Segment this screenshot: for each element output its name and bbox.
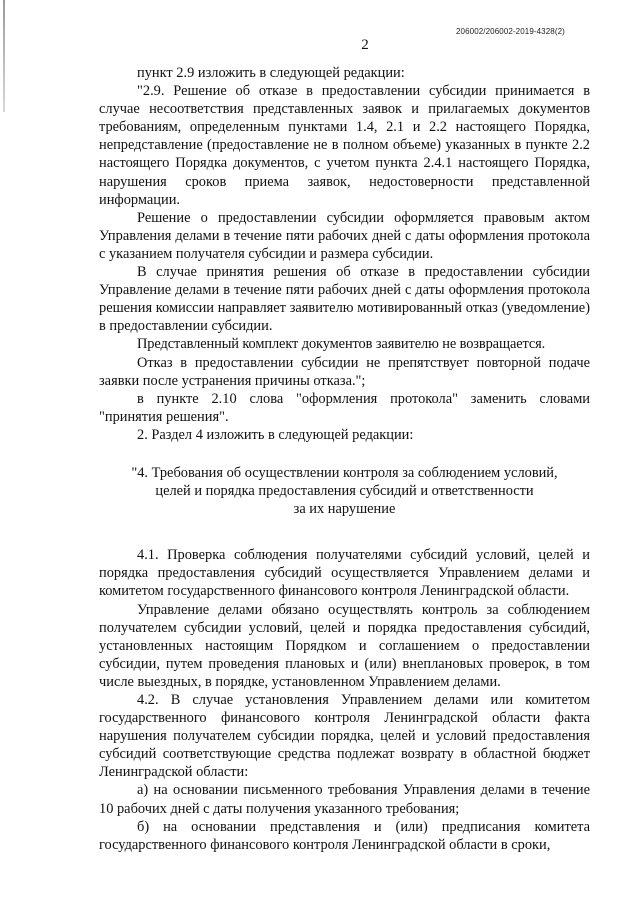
document-body: [99, 64, 590, 854]
paragraph: 4.1. Проверка соблюдения получателями субсидий условий, целей и порядка предоставления субсидий осуществляется Управлением делами и комитетом государственного финансового контроля Ленинградской области.: [99, 547, 590, 600]
document-id: 206002/206002-2019-4328(2): [456, 27, 565, 36]
page-number: 2: [361, 37, 369, 53]
heading-line: целей и порядка предоставления субсидий и ответственности: [155, 483, 534, 500]
heading-line: за их нарушение: [293, 501, 396, 518]
paragraph: Представленный комплект документов заявителю не возвращается.: [137, 336, 546, 353]
paragraph: в пункте 2.10 слова "оформления протокола" заменить словами "принятия решения".: [99, 390, 590, 425]
section-heading: [99, 464, 590, 518]
paragraph: "2.9. Решение об отказе в предоставлении субсидии принимается в случае несоответствия представленных заявок и прилагаемых документов требованиям, определенным пунктами 1.4, 2.1 и 2.2 настоящего Порядка, непредставление (предоставление не в полном объеме) указанных в пункте 2.2 настоящего Порядка документов, с учетом пункта 2.4.1 настоящего Порядка, нарушения сроков приема заявок, недостоверности представленной информации.: [99, 83, 590, 208]
paragraph: пункт 2.9 изложить в следующей редакции:: [137, 65, 405, 81]
paragraph: а) на основании письменного требования Управления делами в течение 10 рабочих дней с даты получения указанного требования;: [99, 782, 590, 817]
paragraph: Решение о предоставлении субсидии оформляется правовым актом Управления делами в течение пяти рабочих дней с даты оформления протокола с указанием получателя субсидии и размера субсидии.: [99, 209, 590, 262]
paragraph: Отказ в предоставлении субсидии не препятствует повторной подаче заявки после устранения причины отказа.";: [99, 354, 590, 389]
paragraph: 4.2. В случае установления Управлением делами или комитетом государственного финансового контроля Ленинградской области факта нарушения получателем субсидии порядка, целей и условий предоставления субсидий соответствующие средства подлежат возврату в областной бюджет Ленинградской области:: [99, 692, 590, 781]
paragraph: В случае принятия решения об отказе в предоставлении субсидии Управление делами в течение пяти рабочих дней с даты оформления протокола решения комиссии направляет заявителю мотивированный отказ (уведомление) в предоставлении субсидии.: [99, 264, 590, 335]
scan-edge-mark: [3, 0, 5, 112]
paragraph: б) на основании представления и (или) предписания комитета государственного финансового контроля Ленинградской области в сроки,: [99, 818, 590, 853]
heading-line: "4. Требования об осуществлении контроля за соблюдением условий,: [131, 464, 558, 481]
paragraph: Управление делами обязано осуществлять контроль за соблюдением получателем субсидии условий, целей и порядка предоставления субсидий, установленных настоящим Порядком и соглашением о предоставлении субсидии, путем проведения плановых и (или) внеплановых проверок, в том числе выездных, в порядке, установленном Управлением делами.: [99, 601, 590, 690]
paragraph: 2. Раздел 4 изложить в следующей редакции:: [137, 426, 414, 443]
